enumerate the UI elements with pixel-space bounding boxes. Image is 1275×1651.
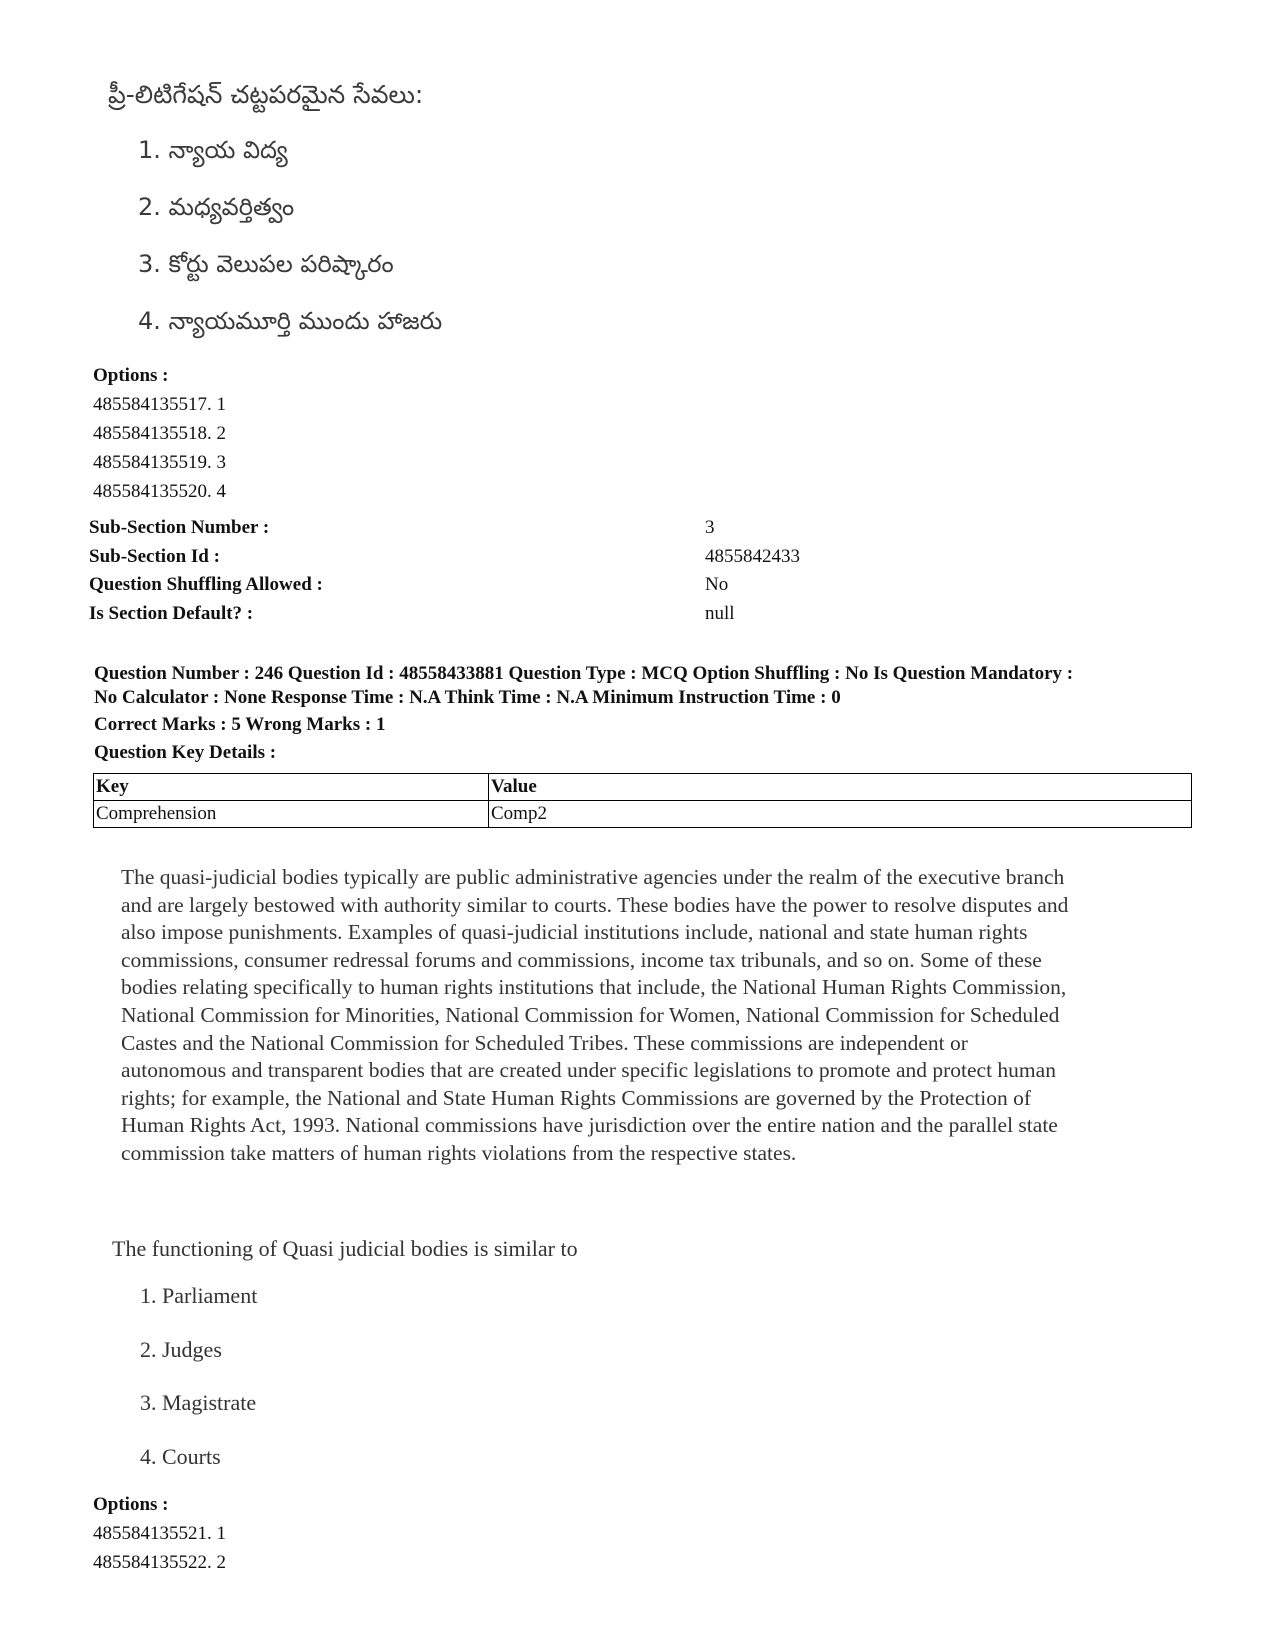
passage-line: and are largely bestowed with authority similar to courts. These bodies have the power to resolve disputes and [121, 892, 1069, 917]
meta-value: 3 [705, 517, 715, 538]
answer-list [140, 1283, 257, 1497]
telugu-heading: ప్రీ-లిటిగేషన్ చట్టపరమైన సేవలు: [108, 80, 424, 109]
passage-line: bodies relating specifically to human rights institutions that include, the National Human Rights Commission, [121, 975, 1067, 1000]
telugu-item: 4. న్యాయమూర్తి ముందు హాజరు [138, 307, 443, 335]
table-header-cell: Value [489, 774, 1192, 801]
meta-value: 4855842433 [705, 545, 800, 567]
telugu-item: 3. కోర్టు వెలుపల పరిష్కారం [138, 250, 394, 278]
options-list [93, 1519, 226, 1577]
meta-key: Is Section Default? : [89, 602, 254, 624]
telugu-item: 2. మధ్యవర్తిత్వం [138, 193, 295, 221]
meta-key: Sub-Section Number : [89, 517, 270, 538]
table-header-cell: Key [94, 774, 489, 801]
option-item: 485584135522. 2 [93, 1552, 226, 1573]
option-item: 485584135517. 1 [93, 394, 226, 415]
option-item: 485584135520. 4 [93, 481, 226, 502]
options-list [93, 390, 226, 506]
option-item: 485584135518. 2 [93, 423, 226, 444]
meta-row [89, 600, 1189, 629]
passage-line: autonomous and transparent bodies that are created under specific legislations to promote and protect human [121, 1058, 1056, 1083]
table-cell: Comp2 [489, 801, 1192, 828]
question-info-line: Question Number : 246 Question Id : 48558433881 Question Type : MCQ Option Shuffling : No Is Question Mandatory : [94, 663, 1074, 684]
options-label: Options : [93, 365, 169, 386]
table-header-row [94, 774, 1192, 801]
key-details-label: Question Key Details : [94, 742, 277, 763]
answer-item: 4. Courts [140, 1443, 221, 1469]
passage-line: also impose punishments. Examples of quasi-judicial institutions include, national and state human rights [121, 920, 1028, 945]
answer-item: 1. Parliament [140, 1283, 258, 1308]
question-info-line: No Calculator : None Response Time : N.A Think Time : N.A Minimum Instruction Time : 0 [94, 687, 841, 708]
meta-value: No [705, 574, 729, 595]
passage-line: commission take matters of human rights violations from the respective states. [121, 1140, 797, 1165]
meta-row [89, 514, 1189, 543]
key-table [93, 773, 1192, 828]
passage-line: commissions, consumer redressal forums and commissions, income tax tribunals, and so on. Some of these [121, 947, 1042, 972]
passage-line: rights; for example, the National and State Human Rights Commissions are governed by the Protection of [121, 1085, 1031, 1110]
meta-row [89, 571, 1189, 600]
meta-value: null [705, 602, 735, 624]
passage-line: National Commission for Minorities, National Commission for Women, National Commission for Scheduled [121, 1002, 1060, 1027]
options-label: Options : [93, 1494, 169, 1515]
meta-row [89, 543, 1189, 572]
marks-info: Correct Marks : 5 Wrong Marks : 1 [94, 714, 386, 735]
meta-key: Question Shuffling Allowed : [89, 574, 323, 595]
question-info [94, 662, 1194, 710]
table-row [94, 801, 1192, 828]
passage-line: The quasi-judicial bodies typically are public administrative agencies under the realm of the executive branch [121, 865, 1065, 889]
telugu-item: 1. న్యాయ విద్య [138, 136, 288, 164]
question-text: The functioning of Quasi judicial bodies is similar to [112, 1236, 578, 1261]
answer-item: 2. Judges [140, 1336, 222, 1362]
option-item: 485584135519. 3 [93, 452, 226, 473]
telugu-list [138, 136, 442, 364]
subsection-meta [89, 514, 1189, 628]
table-cell: Comprehension [94, 801, 489, 828]
answer-item: 3. Magistrate [140, 1390, 257, 1415]
passage-line: Human Rights Act, 1993. National commissions have jurisdiction over the entire nation and the parallel state [121, 1113, 1058, 1138]
comprehension-passage [121, 864, 1196, 1168]
option-item: 485584135521. 1 [93, 1523, 226, 1544]
meta-key: Sub-Section Id : [89, 545, 220, 567]
passage-line: Castes and the National Commission for Scheduled Tribes. These commissions are independent or [121, 1030, 968, 1055]
